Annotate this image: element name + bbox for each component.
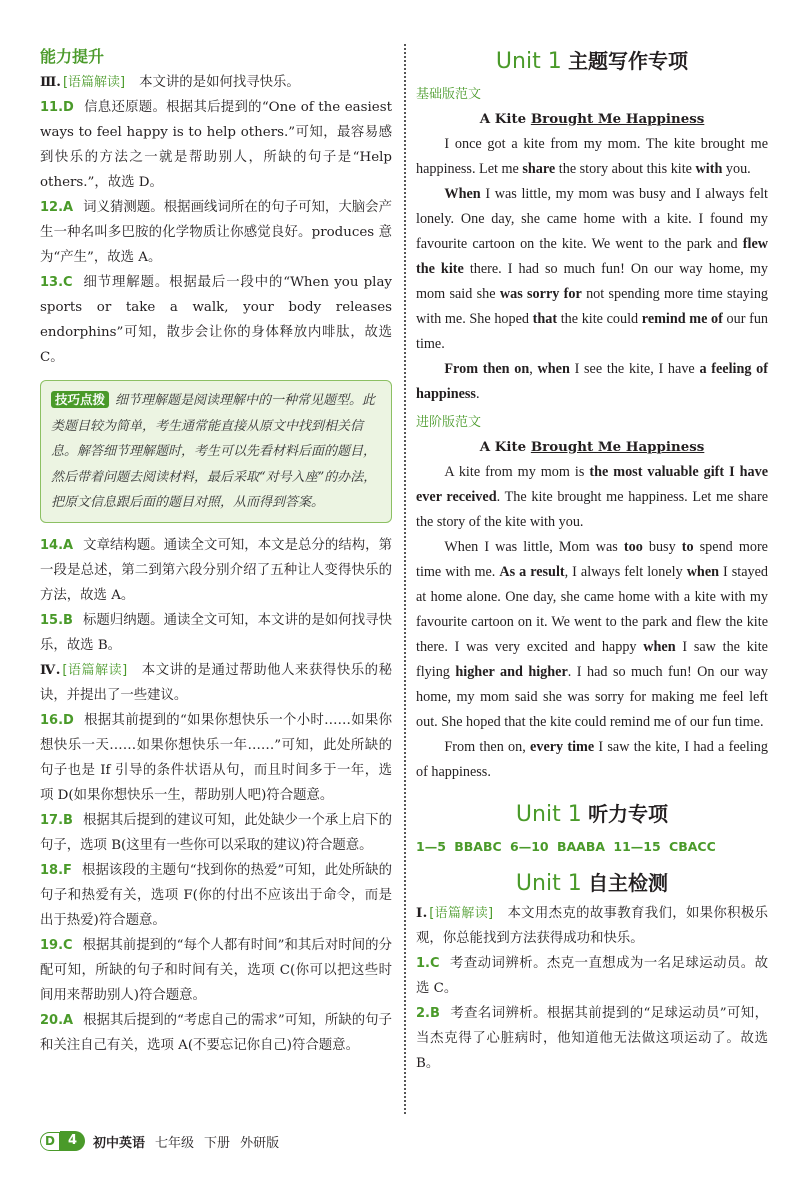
- roman-numeral: Ⅰ.: [416, 905, 428, 921]
- page-number: 4: [60, 1131, 85, 1151]
- answer-item: [40, 533, 392, 608]
- page-number-badge: [40, 1131, 85, 1151]
- answer-explanation: 细节理解题。根据最后一段中的“When you play sports or take a walk, your body releases endorphins”可知，散步会让你的身体释放内啡肽，故选 C。: [40, 275, 392, 365]
- essay-paragraph: From then on, every time I saw the kite, I had a feeling of happiness.: [416, 739, 768, 780]
- answer-explanation: 标题归纳题。通读全文可知，本文讲的是如何找寻快乐，故选 B。: [40, 612, 392, 653]
- answer-explanation: 根据其前提到的“每个人都有时间”和其后对时间的分配可知，所缺的句子和时间有关，选项 C(你可以把这些时间用来帮助别人)符合题意。: [40, 937, 392, 1003]
- unit-label: Unit 1: [515, 871, 582, 896]
- unit-topic: 自主检测: [588, 871, 669, 895]
- answer-item: [40, 933, 392, 1008]
- answer-item: [40, 858, 392, 933]
- answer-item: [40, 95, 392, 195]
- tip-label: 技巧点拨: [51, 391, 109, 408]
- answer-explanation: 考查动词辨析。杰克一直想成为一名足球运动员。故选 C。: [416, 956, 768, 996]
- answer-explanation: 根据其后提到的建议可知，此处缺少一个承上启下的句子，选项 B(这里有一些你可以采取的建议)符合题意。: [40, 812, 392, 853]
- essay-title: [416, 435, 768, 460]
- right-column: [416, 44, 768, 1076]
- answer-number: 15.B: [40, 612, 73, 628]
- answer-number: 13.C: [40, 275, 73, 290]
- answer-number: 16.D: [40, 712, 74, 728]
- passage-summary: 本文用杰克的故事教育我们，如果你积极乐观，你总能找到方法获得成功和快乐。: [416, 906, 768, 946]
- answer-number: 18.F: [40, 862, 72, 878]
- section-heading: 能力提升: [40, 47, 105, 66]
- unit-topic: 主题写作专项: [568, 49, 689, 73]
- reading-section-3: [40, 70, 392, 95]
- listening-answers: 1—5 BBABC 6—10 BAABA 11—15 CBACC: [416, 839, 716, 854]
- basic-essay-label: 基础版范文: [416, 87, 482, 102]
- passage-tag: [语篇解读]: [62, 75, 126, 90]
- book-name: 初中英语: [93, 1135, 146, 1151]
- essay-paragraph: A kite from my mom is the most valuable gift I have ever received. The kite brought me happiness. Let me share the story of the kite with you.: [416, 464, 768, 530]
- answer-number: 14.A: [40, 537, 74, 553]
- answer-number: 2.B: [416, 1006, 440, 1021]
- reading-section-1: [416, 901, 768, 951]
- unit-writing-title: [416, 44, 768, 79]
- essay-paragraph: When I was little, Mom was too busy to spend more time with me. As a result, I always felt lonely when I stayed at home alone. One day, she came home with a kite with my favourite cartoon on it. We went to the park and flew the kite there. I was very excited and happy when I saw the kite flying higher and higher. I had so much fun! On our way home, my mom said she was sorry for making me feel left out. She hoped that the kite could remind me of our fun time.: [416, 539, 769, 730]
- answer-explanation: 根据其前提到的“如果你想快乐一个小时……如果你想快乐一天……如果你想快乐一年……”可知，此处所缺的句子也是 If 引导的条件状语从句，而且时间多于一年，选项 D(如果你想快乐一生，帮助别人吧)符合题意。: [40, 712, 392, 803]
- publisher: 外研版: [240, 1135, 280, 1151]
- answer-item: [40, 195, 392, 270]
- badge-letter: D: [40, 1132, 60, 1151]
- tip-box: [40, 380, 392, 523]
- passage-tag: [语篇解读]: [429, 906, 494, 921]
- page-footer: [40, 1130, 289, 1152]
- left-column: [40, 44, 392, 1058]
- unit-check-title: [416, 866, 768, 901]
- passage-tag: [语篇解读]: [62, 662, 128, 678]
- answer-explanation: 信息还原题。根据其后提到的“One of the easiest ways to feel happy is to help others.”可知，最容易感到快乐的方法之一就是帮助别人，所缺的句子是“Help others.”，故选 D。: [40, 100, 392, 190]
- roman-numeral: Ⅳ.: [40, 661, 61, 678]
- answer-explanation: 考查名词辨析。根据其前提到的“足球运动员”可知，当杰克得了心脏病时，他知道他无法做这项运动了。故选 B。: [416, 1006, 768, 1071]
- answer-item: [40, 608, 392, 658]
- essay-title-underlined: Brought Me Happiness: [530, 439, 705, 455]
- essay-title-underlined: Brought Me Happiness: [530, 111, 705, 127]
- answer-item: [40, 270, 392, 370]
- answer-explanation: 根据其后提到的“考虑自己的需求”可知，所缺的句子和关注自己有关，选项 A(不要忘记你自己)符合题意。: [40, 1012, 392, 1053]
- answer-number: 19.C: [40, 937, 73, 953]
- answer-number: 1.C: [416, 956, 440, 971]
- answer-number: 12.A: [40, 200, 74, 215]
- term: 下册: [204, 1135, 231, 1151]
- answer-explanation: 根据该段的主题句“找到你的热爱”可知，此处所缺的句子和热爱有关，选项 F(你的付出不应该出于命令，而是出于热爱)符合题意。: [40, 862, 392, 928]
- unit-label: Unit 1: [515, 802, 582, 827]
- essay-paragraph: From then on, when I see the kite, I have a feeling of happiness.: [416, 361, 769, 402]
- essay-title: [416, 107, 768, 132]
- answer-item: [416, 1001, 768, 1076]
- answer-item: [40, 708, 392, 808]
- essay-paragraph: I once got a kite from my mom. The kite brought me happiness. Let me share the story about this kite with you.: [416, 136, 768, 177]
- essay-title-start: A Kite: [479, 439, 531, 455]
- unit-label: Unit 1: [495, 49, 562, 74]
- unit-listening-title: [416, 797, 768, 832]
- answer-number: 17.B: [40, 812, 73, 828]
- answer-explanation: 词义猜测题。根据画线词所在的句子可知，大脑会产生一种名叫多巴胺的化学物质让你感觉良好。produces 意为“产生”，故选 A。: [40, 200, 392, 265]
- tip-text: 细节理解题是阅读理解中的一种常见题型。此类题目较为简单，考生通常能直接从原文中找到相关信息。解答细节理解题时，考生可以先看材料后面的题目，然后带着问题去阅读材料，最后采取“对号入座”的办法，把原文信息跟后面的题目对照，从而得到答案。: [51, 393, 377, 510]
- essay-paragraph: When I was little, my mom was busy and I always felt lonely. One day, she came home with a kite. I found my favourite cartoon on the kite. We went to the park and flew the kite there. I had so much fun! On our way home, my mom said she was sorry for not spending more time staying with me. She hoped that the kite could remind me of our fun time.: [416, 186, 769, 352]
- unit-topic: 听力专项: [588, 802, 669, 826]
- advanced-essay-label: 进阶版范文: [416, 415, 482, 430]
- essay-title-start: A Kite: [479, 111, 531, 127]
- answer-explanation: 文章结构题。通读全文可知，本文是总分的结构，第一段是总述，第二到第六段分别介绍了五种让人变得快乐的方法，故选 A。: [40, 537, 392, 603]
- passage-summary: 本文讲的是通过帮助他人来获得快乐的秘诀，并提出了一些建议。: [40, 662, 392, 703]
- answer-number: 20.A: [40, 1012, 74, 1028]
- column-divider: [404, 44, 406, 1114]
- grade: 七年级: [155, 1135, 195, 1151]
- reading-section-4: [40, 658, 392, 708]
- passage-summary: 本文讲的是如何找寻快乐。: [139, 75, 300, 90]
- roman-numeral: Ⅲ.: [40, 74, 61, 90]
- answer-item: [40, 808, 392, 858]
- answer-number: 11.D: [40, 100, 74, 115]
- answer-item: [416, 951, 768, 1001]
- answer-item: [40, 1008, 392, 1058]
